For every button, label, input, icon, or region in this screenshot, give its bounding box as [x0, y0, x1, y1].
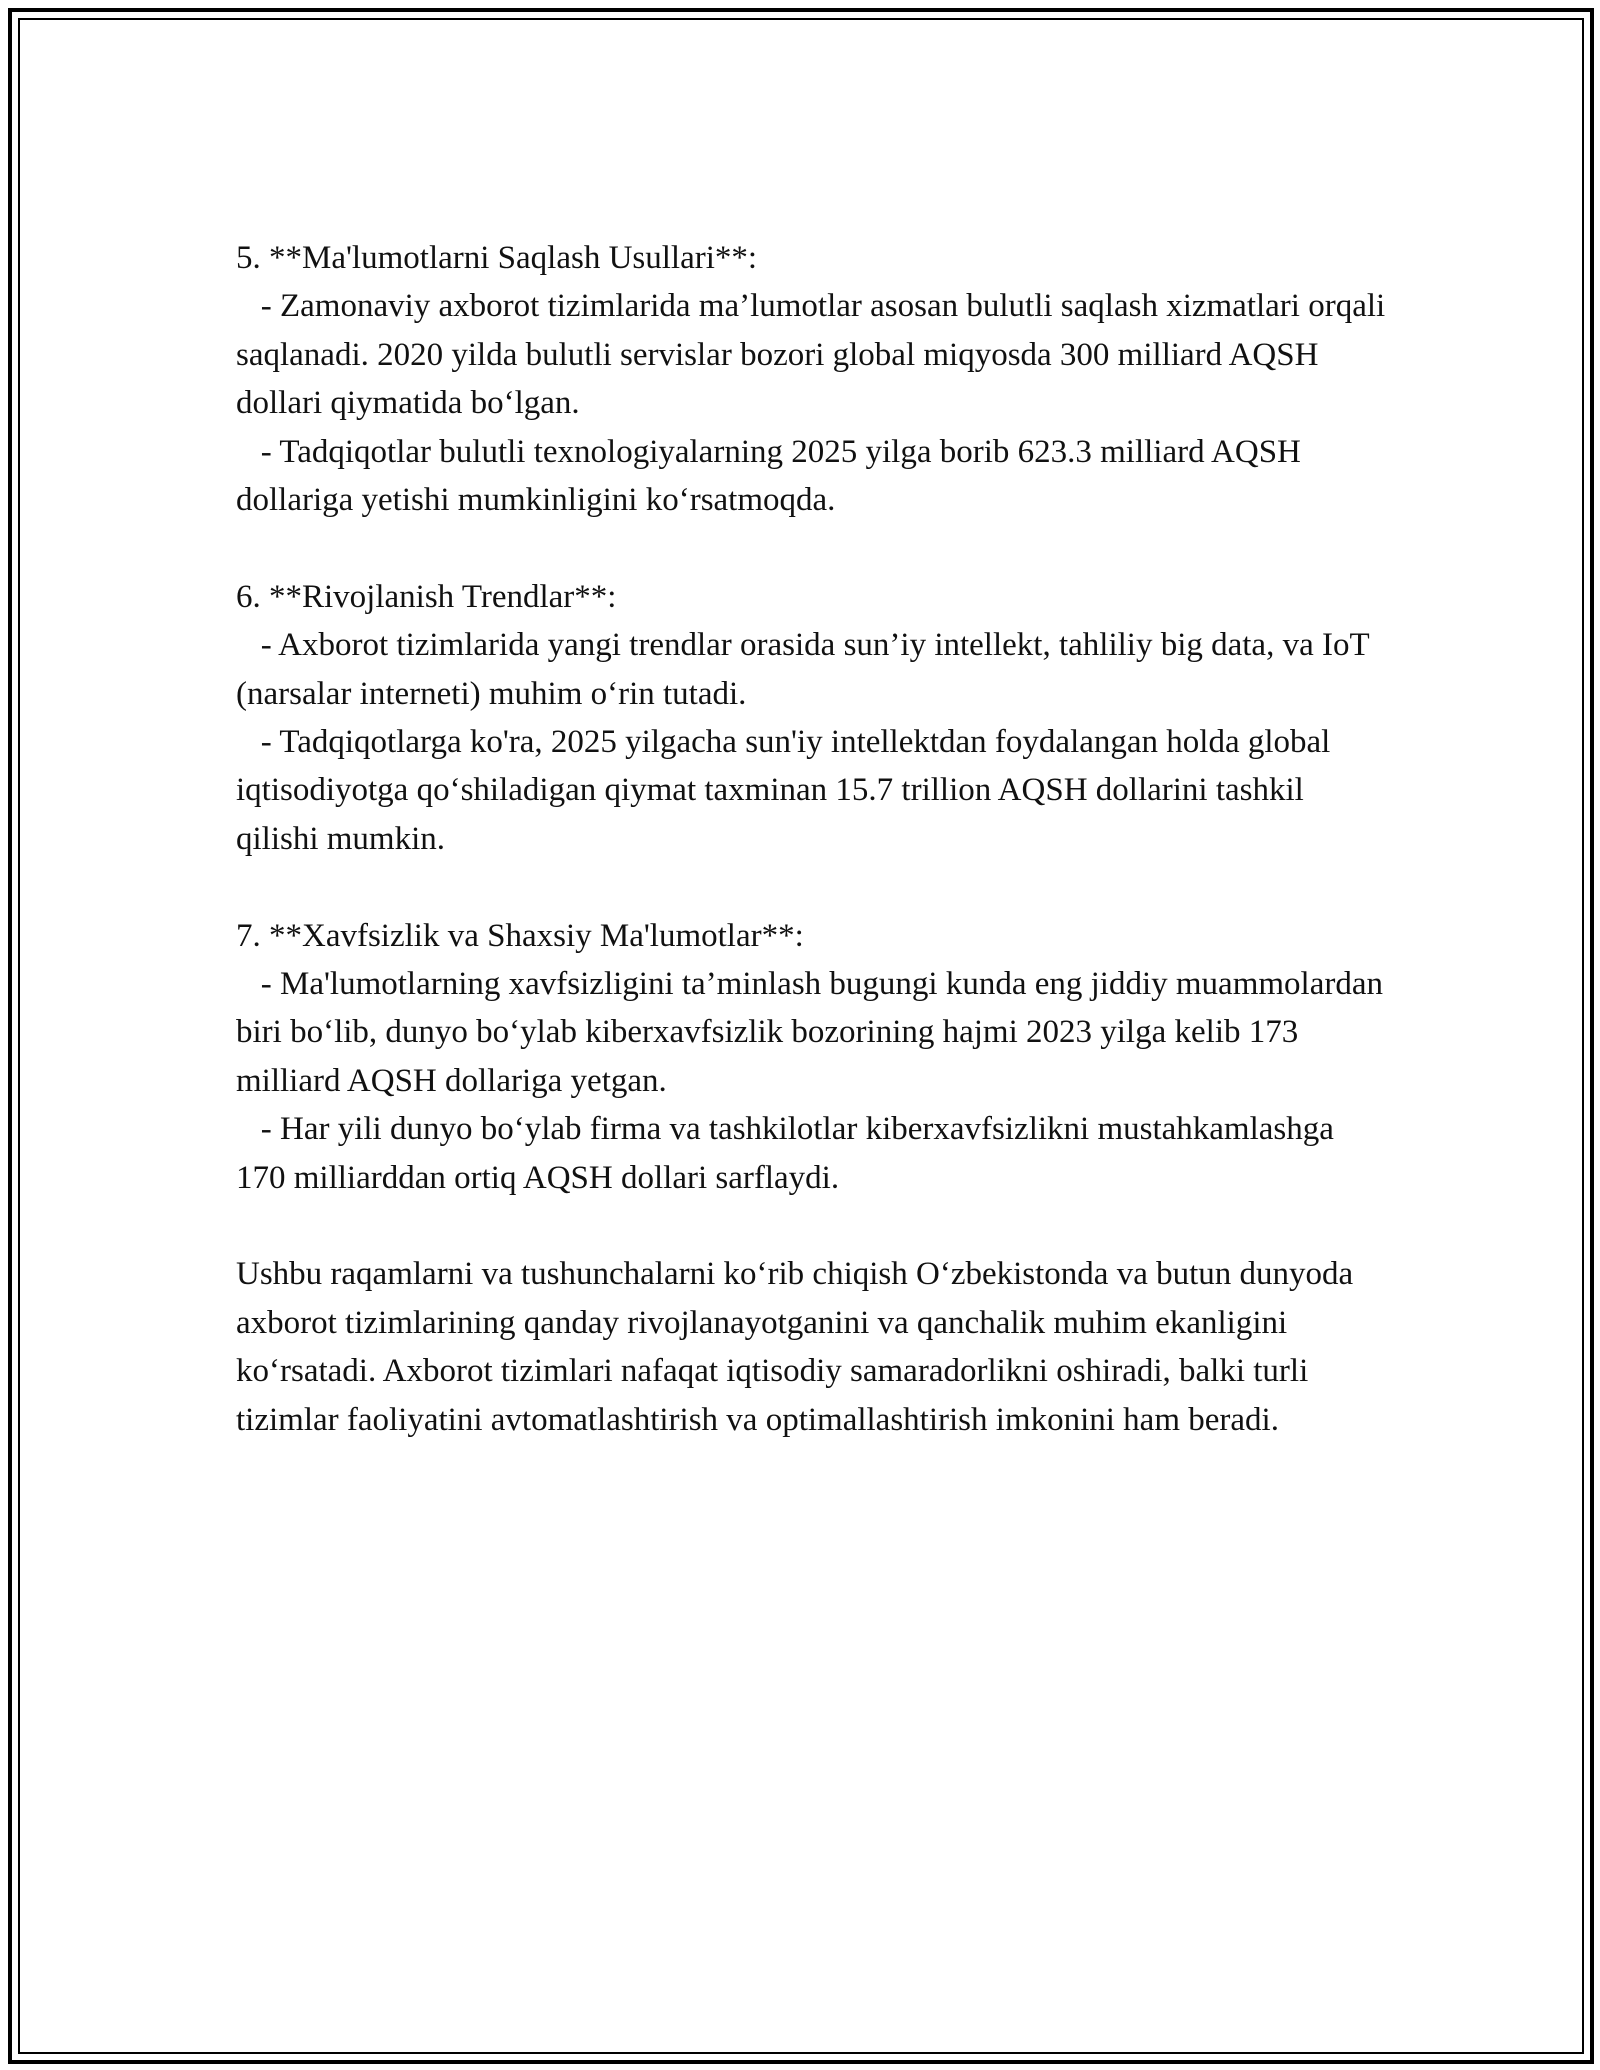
paragraph-gap: [236, 863, 1386, 911]
section-5: [236, 234, 1394, 524]
section-heading: 5. **Ma'lumotlarni Saqlash Usullari**:: [236, 240, 758, 276]
section-item: - Ma'lumotlarning xavfsizligini ta’minlash bugungi kunda eng jiddiy muammolardan biri bo‘lib, dunyo bo‘ylab kiberxavfsizlik bozorining hajmi 2023 yilga kelib 173 milliard AQSH dollariga yetgan.: [236, 966, 1392, 1099]
conclusion-paragraph: Ushbu raqamlarni va tushunchalarni ko‘rib chiqish O‘zbekistonda va butun dunyoda axborot tizimlarining qanday rivojlanayotganini va qanchalik muhim ekanligini ko‘rsatadi. Axborot tizimlari nafaqat iqtisodiy samaradorlikni oshiradi, balki turli tizimlar faoliyatini avtomatlashtirish va optimallashtirish imkonini ham beradi.: [236, 1256, 1362, 1438]
section-item: - Tadqiqotlarga ko'ra, 2025 yilgacha sun'iy intellektdan foydalangan holda global iqtisodiyotga qo‘shiladigan qiymat taxminan 15.7 trillion AQSH dollarini tashkil qilishi mumkin.: [236, 724, 1339, 857]
section-item: - Zamonaviy axborot tizimlarida ma’lumotlar asosan bulutli saqlash xizmatlari orqali saqlanadi. 2020 yilda bulutli servislar bozori global miqyosda 300 milliard AQSH dollari qiymatida bo‘lgan.: [236, 288, 1394, 422]
section-heading: 7. **Xavfsizlik va Shaxsiy Ma'lumotlar**:: [236, 917, 804, 954]
section-item: - Axborot tizimlarida yangi trendlar orasida sun’iy intellekt, tahliliy big data, va IoT (narsalar interneti) muhim o‘rin tutadi.: [236, 627, 1378, 712]
section-6: [236, 573, 1386, 863]
section-7: [236, 912, 1392, 1202]
paragraph-gap: [236, 524, 1386, 572]
paragraph-gap: [236, 1202, 1386, 1250]
document-body: [236, 234, 1394, 1444]
section-item: - Har yili dunyo bo‘ylab firma va tashkilotlar kiberxavfsizlikni mustahkamlashga 170 milliarddan ortiq AQSH dollari sarflaydi.: [236, 1111, 1343, 1196]
section-item: - Tadqiqotlar bulutli texnologiyalarning 2025 yilga borib 623.3 milliard AQSH dollariga yetishi mumkinligini ko‘rsatmoqda.: [236, 433, 1310, 519]
section-heading: 6. **Rivojlanish Trendlar**:: [236, 578, 617, 615]
